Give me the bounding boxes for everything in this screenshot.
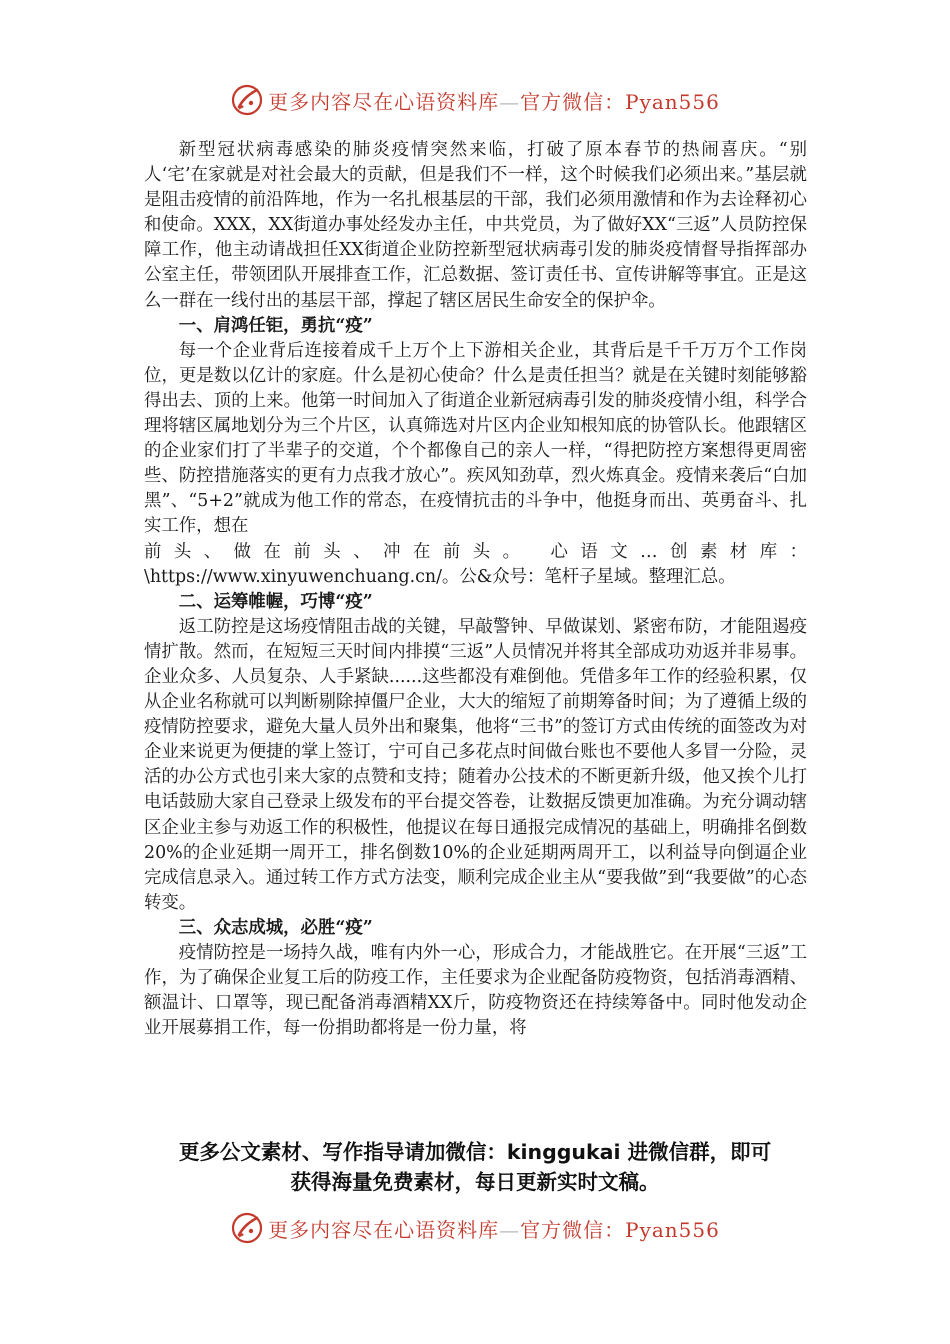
section-1-paragraph-tail: \https://www.xinyuwenchuang.cn/。公&众号：笔杆子星域。整理汇总。 xyxy=(144,566,736,587)
pen-logo-icon xyxy=(230,1211,264,1245)
section-3-paragraph: 疫情防控是一场持久战，唯有内外一心，形成合力，才能战胜它。在开展“三返”工作，为了确保企业复工后的防疫工作，主任要求为企业配备防疫物资，包括消毒酒精、额温计、口罩等，现已配备消毒酒精XX斤，防疫物资还在持续筹备中。同时他发动企业开展募捐工作，每一份捐助都将是一份力量，将 xyxy=(144,943,807,1039)
promo-line-1: 更多公文素材、写作指导请加微信：kinggukai 进微信群，即可 xyxy=(178,1140,772,1164)
footer-banner xyxy=(0,1208,950,1248)
promo-footer xyxy=(0,1137,950,1197)
section-2-heading: 二、运筹帷幄，巧博“疫” xyxy=(178,591,373,612)
section-1-paragraph-spread-line: 前头、做在前头、冲在前头。 心语文…创素材库： xyxy=(144,541,807,562)
section-1-paragraph: 每一个企业背后连接着成千上万个上下游相关企业，其背后是千千万万个工作岗位，更是数以亿计的家庭。什么是初心使命？什么是责任担当？就是在关键时刻能够豁得出去、顶的上来。他第一时间加入了街道企业新冠病毒引发的肺炎疫情小组，科学合理将辖区属地划分为三个片区，认真筛选对片区内企业知根知底的协管队长。他跟辖区的企业家们打了半辈子的交道，个个都像自己的亲人一样，“得把防控方案想得更周密些、防控措施落实的更有力点我才放心”。疾风知劲草，烈火炼真金。疫情来袭后“白加黑”、“5+2”就成为他工作的常态，在疫情抗击的斗争中，他挺身而出、英勇奋斗、扎实工作，想在 xyxy=(144,340,807,537)
section-1-heading: 一、肩鸿任钜，勇抗“疫” xyxy=(178,315,373,336)
promo-line-2: 获得海量免费素材，每日更新实时文稿。 xyxy=(290,1170,660,1194)
pen-logo-icon xyxy=(230,83,264,117)
section-3-heading: 三、众志成城，必胜“疫” xyxy=(178,917,373,938)
banner-text: 更多内容尽在心语资料库—官方微信：Pyan556 xyxy=(268,1217,720,1242)
document-body xyxy=(144,138,807,1041)
intro-paragraph: 新型冠状病毒感染的肺炎疫情突然来临，打破了原本春节的热闹喜庆。“别人‘宅’在家就是对社会最大的贡献，但是我们不一样，这个时候我们必须出来。”基层就是阻击疫情的前沿阵地，作为一名扎根基层的干部，我们必须用激情和作为去诠释初心和使命。XXX，XX街道办事处经发办主任，中共党员，为了做好XX“三返”人员防控保障工作，他主动请战担任XX街道企业防控新型冠状病毒引发的肺炎疫情督导指挥部办公室主任，带领团队开展排查工作，汇总数据、签订责任书、宣传讲解等事宜。正是这么一群在一线付出的基层干部，撑起了辖区居民生命安全的保护伞。 xyxy=(144,140,807,311)
header-banner xyxy=(0,80,950,120)
banner-text: 更多内容尽在心语资料库—官方微信：Pyan556 xyxy=(268,89,720,114)
section-2-paragraph: 返工防控是这场疫情阻击战的关键，早敲警钟、早做谋划、紧密布防，才能阻遏疫情扩散。然而，在短短三天时间内排摸“三返”人员情况并将其全部成功劝返并非易事。企业众多、人员复杂、人手紧缺......这些都没有难倒他。凭借多年工作的经验积累，仅从企业名称就可以判断剔除掉僵尸企业，大大的缩短了前期筹备时间；为了遵循上级的疫情防控要求，避免大量人员外出和聚集，他将“三书”的签订方式由传统的面签改为对企业来说更为便捷的掌上签订，宁可自己多花点时间做台账也不要他人多冒一分险，灵活的办公方式也引来大家的点赞和支持；随着办公技术的不断更新升级，他又挨个儿打电话鼓励大家自己登录上级发布的平台提交答卷，让数据反馈更加准确。为充分调动辖区企业主参与劝返工作的积极性，他提议在每日通报完成情况的基础上，明确排名倒数20%的企业延期一周开工，排名倒数10%的企业延期两周开工，以利益导向倒逼企业完成信息录入。通过转工作方式方法变，顺利完成企业主从“要我做”到“我要做”的心态转变。 xyxy=(144,616,807,913)
